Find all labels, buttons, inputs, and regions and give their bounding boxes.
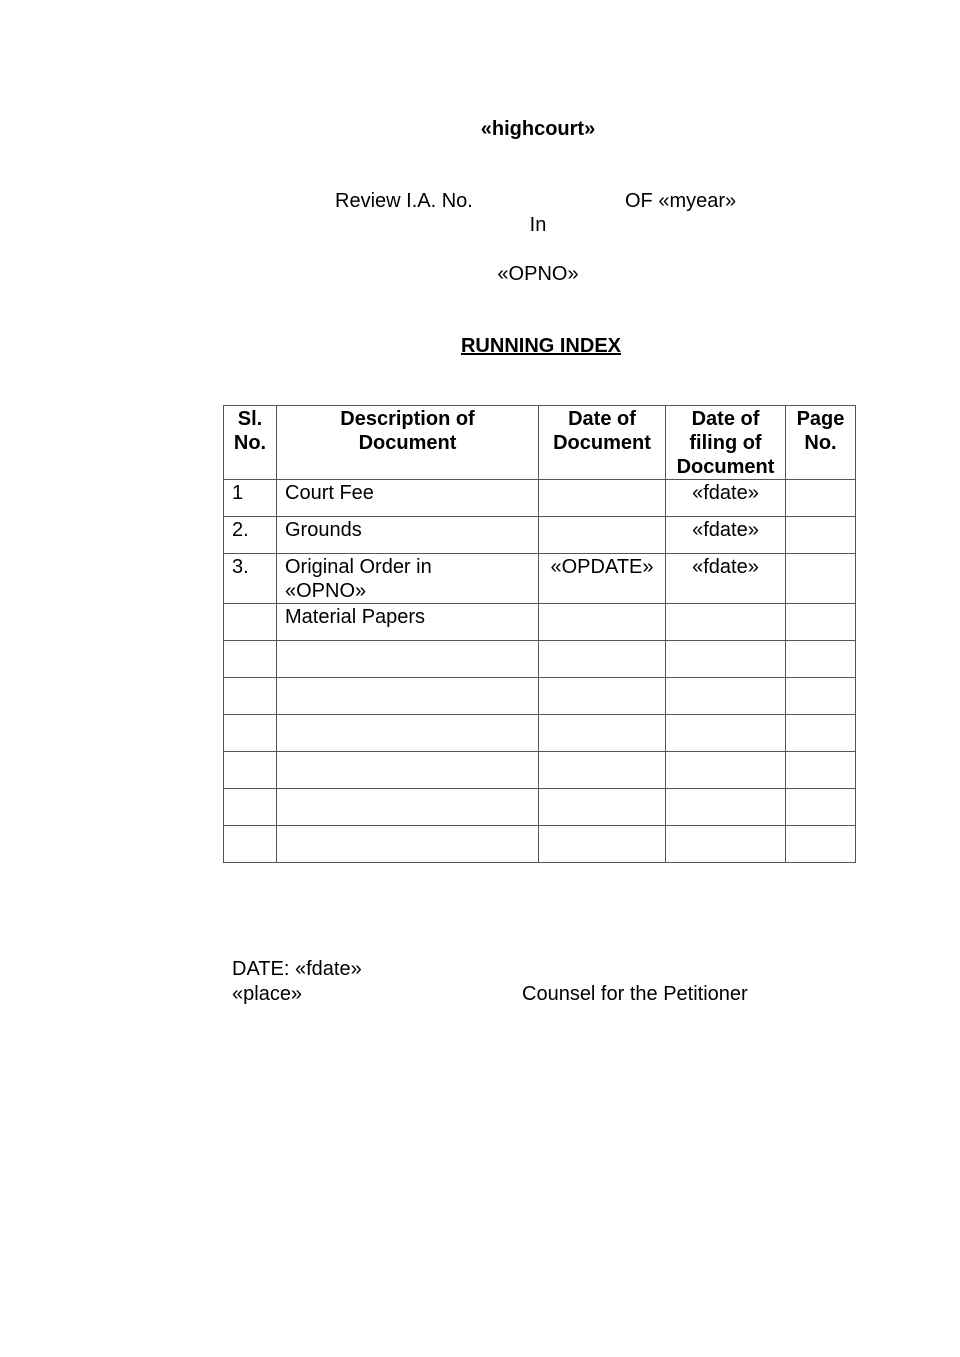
cell-sl [224, 789, 277, 826]
cell-date-of-filing [666, 678, 786, 715]
counsel-signature-label: Counsel for the Petitioner [522, 983, 748, 1005]
court-name: «highcourt» [480, 118, 596, 140]
cell-description-line2: «OPNO» [285, 580, 367, 602]
cell-date-of-document [539, 826, 666, 863]
running-index-table [223, 405, 856, 863]
cell-description [277, 752, 539, 789]
table-header-row [224, 406, 856, 480]
table-row-empty [224, 752, 856, 789]
review-ia-label: Review I.A. No. [335, 190, 473, 212]
table-row [224, 604, 856, 641]
cell-date-of-filing: «fdate» [666, 554, 786, 604]
cell-date-of-filing: «fdate» [666, 517, 786, 554]
cell-date-of-document [539, 604, 666, 641]
cell-sl [224, 826, 277, 863]
cell-sl [224, 715, 277, 752]
cell-page-no [786, 752, 856, 789]
cell-description: Material Papers [277, 604, 539, 641]
cell-page-no [786, 789, 856, 826]
cell-description [277, 715, 539, 752]
header-date-filing-line3: Document [676, 456, 775, 478]
cell-page-no [786, 604, 856, 641]
header-sl-no [224, 406, 277, 480]
header-date-of-filing [666, 406, 786, 480]
table-row [224, 517, 856, 554]
table-row-empty [224, 826, 856, 863]
header-page-line1: Page [796, 408, 845, 430]
in-label: In [529, 214, 547, 236]
cell-page-no [786, 554, 856, 604]
cell-date-of-filing [666, 826, 786, 863]
cell-description [277, 826, 539, 863]
cell-date-of-document [539, 641, 666, 678]
cell-date-of-filing: «fdate» [666, 480, 786, 517]
header-date-doc-line1: Date of [568, 408, 636, 430]
cell-page-no [786, 517, 856, 554]
cell-date-of-document [539, 517, 666, 554]
page-title: RUNNING INDEX [460, 335, 621, 357]
cell-date-of-filing [666, 604, 786, 641]
cell-date-of-filing [666, 715, 786, 752]
cell-sl [224, 752, 277, 789]
cell-sl: 3. [224, 554, 277, 604]
cell-page-no [786, 480, 856, 517]
header-desc-line2: Document [358, 432, 457, 454]
cell-description [277, 789, 539, 826]
of-year-label: OF «myear» [625, 190, 737, 212]
cell-sl [224, 678, 277, 715]
header-page-no [786, 406, 856, 480]
place-line: «place» [232, 983, 303, 1005]
header-sl-line1: Sl. [237, 408, 263, 430]
cell-date-of-document [539, 715, 666, 752]
opno-label: «OPNO» [497, 263, 579, 285]
cell-page-no [786, 826, 856, 863]
cell-date-of-document [539, 789, 666, 826]
cell-sl [224, 604, 277, 641]
cell-date-of-filing [666, 752, 786, 789]
cell-date-of-document [539, 480, 666, 517]
table-row-empty [224, 678, 856, 715]
cell-sl: 2. [224, 517, 277, 554]
table-row [224, 480, 856, 517]
cell-description [277, 641, 539, 678]
cell-description: Court Fee [277, 480, 539, 517]
header-date-of-document [539, 406, 666, 480]
cell-date-of-filing [666, 789, 786, 826]
header-date-filing-line2: filing of [689, 432, 762, 454]
date-line: DATE: «fdate» [232, 958, 362, 980]
header-date-doc-line2: Document [553, 432, 651, 454]
table-row [224, 554, 856, 604]
cell-page-no [786, 678, 856, 715]
table-row-empty [224, 715, 856, 752]
table-row-empty [224, 789, 856, 826]
header-desc-line1: Description of [340, 408, 475, 430]
cell-description [277, 554, 539, 604]
header-page-line2: No. [804, 432, 837, 454]
cell-description [277, 678, 539, 715]
header-date-filing-line1: Date of [691, 408, 760, 430]
cell-page-no [786, 641, 856, 678]
cell-sl [224, 641, 277, 678]
cell-sl: 1 [224, 480, 277, 517]
header-description [277, 406, 539, 480]
cell-date-of-filing [666, 641, 786, 678]
cell-page-no [786, 715, 856, 752]
header-sl-line2: No. [233, 432, 267, 454]
cell-date-of-document: «OPDATE» [539, 554, 666, 604]
cell-date-of-document [539, 678, 666, 715]
cell-date-of-document [539, 752, 666, 789]
cell-description: Grounds [277, 517, 539, 554]
cell-description-line1: Original Order in [285, 556, 432, 578]
table-row-empty [224, 641, 856, 678]
